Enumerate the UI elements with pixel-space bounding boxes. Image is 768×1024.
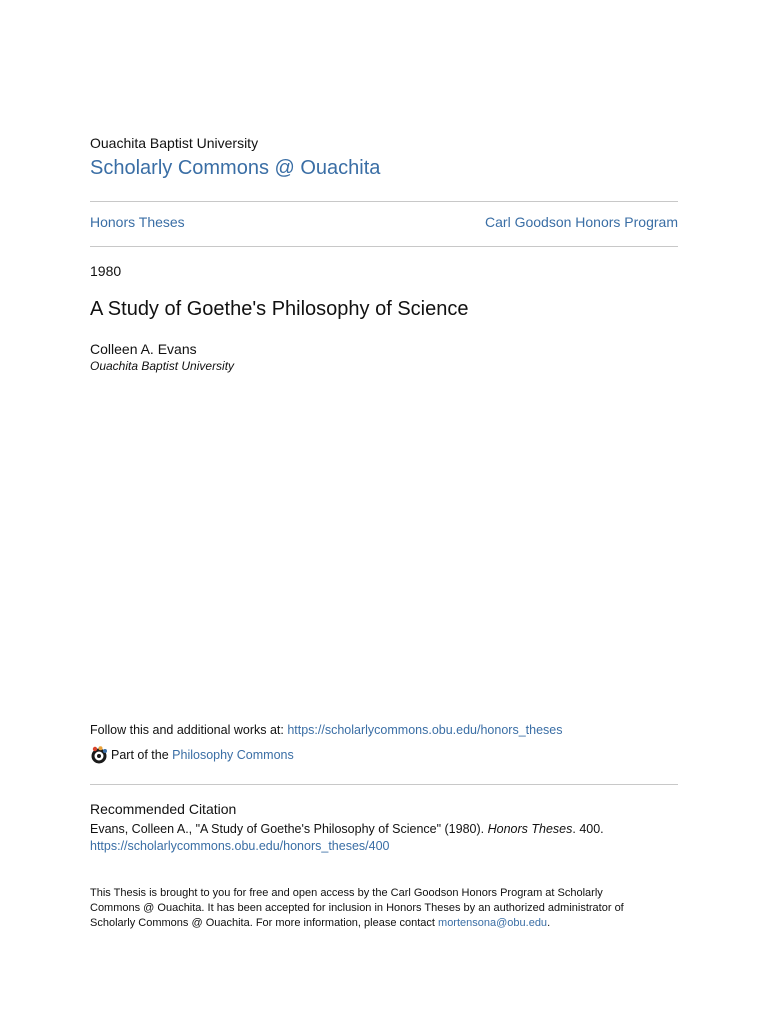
collection-nav <box>90 214 678 230</box>
access-statement-end: . <box>547 917 551 929</box>
follow-prefix: Follow this and additional works at: <box>90 723 288 737</box>
part-of-line <box>90 746 294 764</box>
author-name: Colleen A. Evans <box>90 341 197 357</box>
network-commons-icon <box>90 746 108 764</box>
philosophy-commons-link[interactable]: Philosophy Commons <box>172 748 294 762</box>
part-of-prefix: Part of the <box>111 748 173 762</box>
citation-block <box>90 821 678 855</box>
honors-theses-link[interactable]: Honors Theses <box>90 214 185 230</box>
divider-citation <box>90 784 678 785</box>
access-statement <box>90 886 650 931</box>
publication-year: 1980 <box>90 263 122 279</box>
honors-program-link[interactable]: Carl Goodson Honors Program <box>485 214 678 230</box>
citation-number: . 400. <box>572 822 604 836</box>
access-statement-text: This Thesis is brought to you for free and open access by the Carl Goodson Honors Program at Scholarly Commons @ Ouachita. It has been accepted for inclusion in Honors Theses by an authorized administrator of Scholarly Commons @ Ouachita. For more information, please contact <box>90 887 624 929</box>
recommended-citation-heading: Recommended Citation <box>90 801 237 817</box>
follow-line <box>90 723 562 737</box>
document-title: A Study of Goethe's Philosophy of Science <box>90 298 469 320</box>
divider-top <box>90 201 678 202</box>
divider-nav <box>90 246 678 247</box>
cover-page <box>90 0 678 1024</box>
institution-name: Ouachita Baptist University <box>90 135 259 151</box>
contact-email-link[interactable]: mortensona@obu.edu <box>438 917 548 929</box>
follow-url-link[interactable]: https://scholarlycommons.obu.edu/honors_theses <box>287 723 563 737</box>
repository-title-link[interactable]: Scholarly Commons @ Ouachita <box>90 157 381 179</box>
author-affiliation: Ouachita Baptist University <box>90 359 235 373</box>
citation-url-link[interactable]: https://scholarlycommons.obu.edu/honors_theses/400 <box>90 839 390 853</box>
citation-series: Honors Theses <box>487 822 573 836</box>
citation-text: Evans, Colleen A., "A Study of Goethe's Philosophy of Science" (1980). <box>90 822 488 836</box>
